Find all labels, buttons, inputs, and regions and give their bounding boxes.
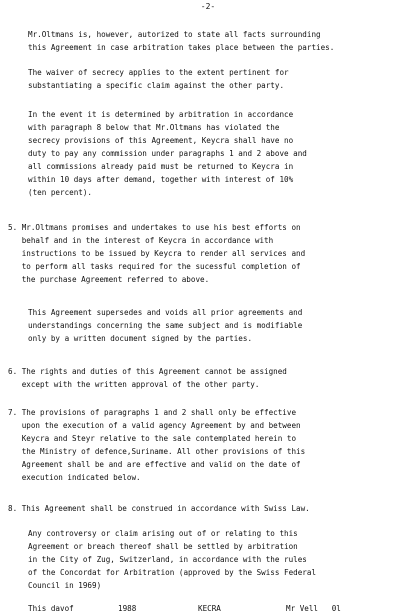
text-line: execution indicated below. [8, 473, 141, 482]
footer-fragment: Mr Vell 0l [286, 604, 341, 613]
text-line: Mr.Oltmans is, however, autorized to state all facts surrounding [28, 30, 321, 39]
paragraph [28, 28, 400, 54]
numbered-clause [8, 406, 403, 484]
text-line: (ten percent). [28, 188, 93, 197]
footer-fragment: KECRA [198, 604, 221, 613]
text-line: behalf and in the interest of Keycra in accordance with [8, 236, 274, 245]
text-line: 7. The provisions of paragraphs 1 and 2 shall only be effective [8, 408, 297, 417]
text-line: 5. Mr.Oltmans promises and undertakes to use his best efforts on [8, 223, 301, 232]
text-line: this Agreement in case arbitration takes place between the parties. [28, 43, 335, 52]
text-line: with paragraph 8 below that Mr.Oltmans has violated the [28, 123, 280, 132]
text-line: all commissions already paid must be returned to Keycra in [28, 162, 294, 171]
numbered-clause [8, 221, 403, 286]
text-line: except with the written approval of the other party. [8, 380, 260, 389]
text-line: the purchase Agreement referred to above. [8, 275, 210, 284]
text-line: Council in 1969) [28, 581, 102, 590]
text-line: of the Concordat for Arbitration (approved by the Swiss Federal [28, 568, 317, 577]
page-number: -2- [200, 2, 216, 11]
text-line: Agreement or breach thereof shall be settled by arbitration [28, 542, 298, 551]
text-line: the Ministry of defence,Suriname. All other provisions of this [8, 447, 306, 456]
paragraph [28, 306, 400, 345]
text-line: upon the execution of a valid agency Agreement by and between [8, 421, 301, 430]
text-line: understandings concerning the same subject and is modifiable [28, 321, 303, 330]
text-line: Any controversy or claim arising out of or relating to this [28, 529, 298, 538]
text-line: duty to pay any commission under paragraphs 1 and 2 above and [28, 149, 307, 158]
paragraph [28, 108, 400, 199]
text-line: within 10 days after demand, together with interest of 10% [28, 175, 294, 184]
text-line: to perform all tasks required for the sucessful completion of [8, 262, 301, 271]
paragraph [28, 66, 400, 92]
text-line: In the event it is determined by arbitration in accordance [28, 110, 294, 119]
text-line: This Agreement supersedes and voids all prior agreements and [28, 308, 303, 317]
text-line: 6. The rights and duties of this Agreement cannot be assigned [8, 367, 287, 376]
text-line: substantiating a specific claim against the other party. [28, 81, 285, 90]
text-line: The waiver of secrecy applies to the extent pertinent for [28, 68, 289, 77]
text-line: Agreement shall be and are effective and valid on the date of [8, 460, 301, 469]
numbered-clause [8, 502, 403, 515]
text-line: only by a written document signed by the parties. [28, 334, 253, 343]
numbered-clause [8, 365, 403, 391]
text-line: instructions to be issued by Keycra to render all services and [8, 249, 306, 258]
footer-fragment: 1988 [118, 604, 137, 613]
text-line: secrecy provisions of this Agreement, Keycra shall have no [28, 136, 294, 145]
footer-fragment: This davof [28, 604, 74, 613]
text-line: in the City of Zug, Switzerland, in accordance with the rules [28, 555, 307, 564]
signature-date-line [28, 603, 416, 615]
text-line: Keycra and Steyr relative to the sale contemplated herein to [8, 434, 297, 443]
text-line: 8. This Agreement shall be construed in accordance with Swiss Law. [8, 504, 310, 513]
paragraph [28, 527, 400, 592]
